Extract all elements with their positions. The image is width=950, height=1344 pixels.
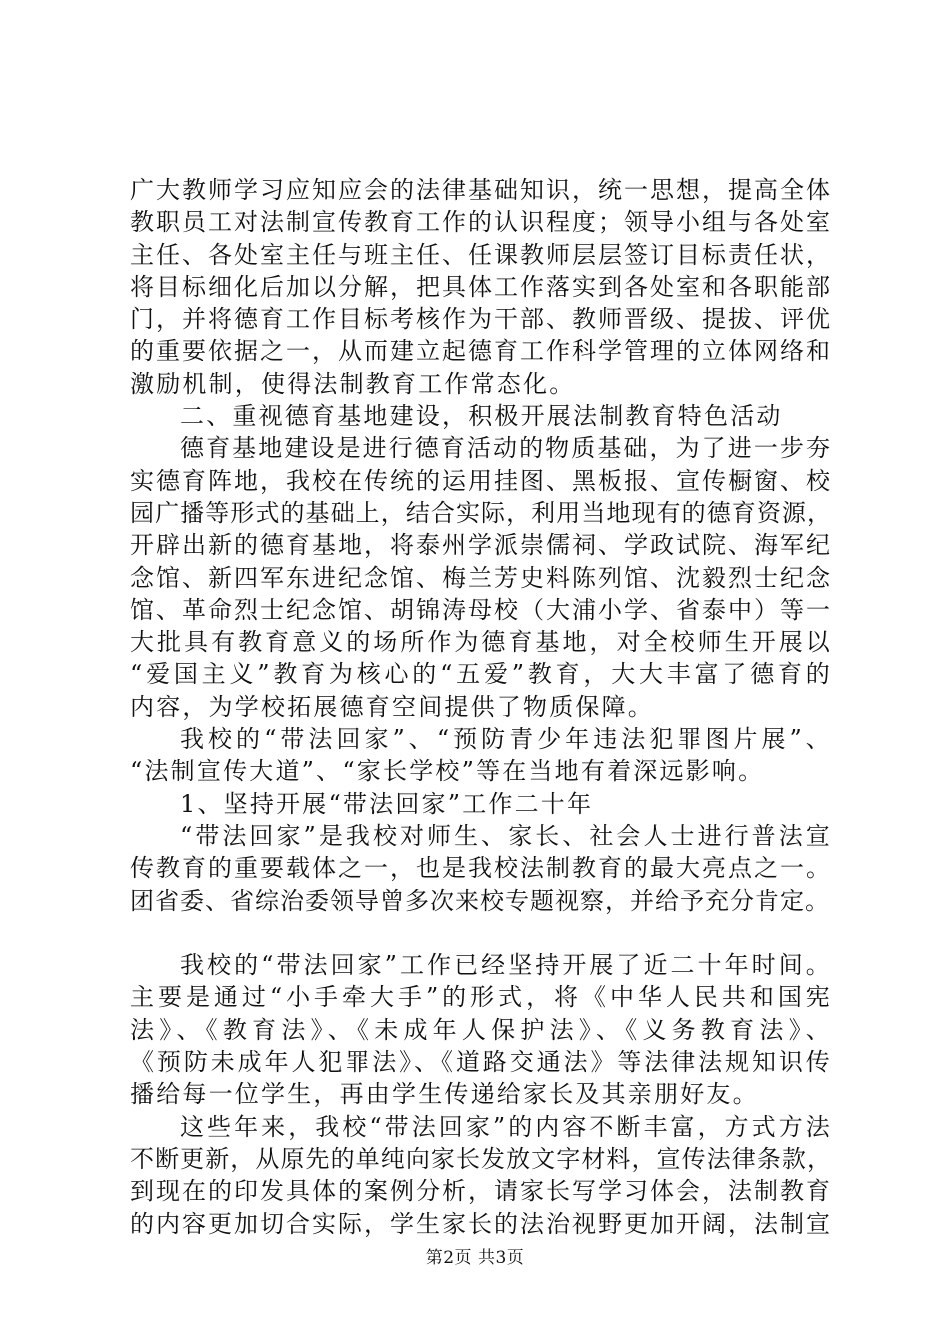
- text-line: 开辟出新的德育基地，将泰州学派崇儒祠、学政试院、海军纪: [130, 531, 832, 560]
- text-line: 我校的“带法回家”、“预防青少年违法犯罪图片展”、: [180, 725, 832, 754]
- text-line: 主任、各处室主任与班主任、任课教师层层签订目标责任状，: [130, 240, 832, 269]
- text-line: 实德育阵地，我校在传统的运用挂图、黑板报、宣传橱窗、校: [130, 466, 832, 495]
- text-line: 念馆、新四军东进纪念馆、梅兰芳史料陈列馆、沈毅烈士纪念: [130, 563, 832, 592]
- text-line: 主要是通过“小手牵大手”的形式，将《中华人民共和国宪: [130, 983, 832, 1012]
- text-line: 内容，为学校拓展德育空间提供了物质保障。: [130, 692, 654, 721]
- section-heading: 二、重视德育基地建设，积极开展法制教育特色活动: [180, 402, 783, 431]
- text-line: 广大教师学习应知应会的法律基础知识，统一思想，提高全体: [130, 176, 832, 204]
- text-line: 将目标细化后加以分解，把具体工作落实到各处室和各职能部: [130, 272, 832, 301]
- text-line: 的内容更加切合实际，学生家长的法治视野更加开阔，法制宣: [130, 1209, 832, 1238]
- text-line: 门，并将德育工作目标考核作为干部、教师晋级、提拔、评优: [130, 305, 832, 334]
- text-line: 园广播等形式的基础上，结合实际，利用当地现有的德育资源，: [130, 498, 832, 527]
- text-line: 大批具有教育意义的场所作为德育基地，对全校师生开展以: [130, 628, 832, 657]
- text-line: 这些年来，我校“带法回家”的内容不断丰富，方式方法: [180, 1112, 832, 1141]
- page-number-footer: 第2页 共3页: [425, 1248, 525, 1268]
- text-line: 的重要依据之一，从而建立起德育工作科学管理的立体网络和: [130, 337, 832, 366]
- text-line: 团省委、省综治委领导曾多次来校专题视察，并给予充分肯定。: [130, 886, 830, 915]
- text-line: 播给每一位学生，再由学生传递给家长及其亲朋好友。: [130, 1080, 759, 1109]
- text-line: 馆、革命烈士纪念馆、胡锦涛母校（大浦小学、省泰中）等一: [130, 595, 832, 624]
- text-line: “带法回家”是我校对师生、家长、社会人士进行普法宣: [180, 821, 832, 850]
- blank-line: [130, 917, 832, 949]
- text-line: 教职员工对法制宣传教育工作的认识程度；领导小组与各处室: [130, 208, 832, 237]
- text-line: 传教育的重要载体之一，也是我校法制教育的最大亮点之一。: [130, 854, 832, 883]
- text-line: “法制宣传大道”、“家长学校”等在当地有着深远影响。: [130, 757, 765, 786]
- text-line: 德育基地建设是进行德育活动的物质基础，为了进一步夯: [180, 434, 832, 463]
- text-line: 《预防未成年人犯罪法》、《道路交通法》等法律法规知识传: [130, 1048, 832, 1077]
- document-body: [130, 174, 832, 1240]
- text-line: 到现在的印发具体的案例分析，请家长写学习体会，法制教育: [130, 1177, 832, 1206]
- text-line: 法》、《教育法》、《未成年人保护法》、《义务教育法》、: [130, 1015, 832, 1044]
- subsection-heading: 1、坚持开展“带法回家”工作二十年: [180, 789, 594, 818]
- text-line: 激励机制，使得法制教育工作常态化。: [130, 369, 576, 398]
- text-line: “爱国主义”教育为核心的“五爱”教育，大大丰富了德育的: [130, 660, 832, 689]
- text-line: 我校的“带法回家”工作已经坚持开展了近二十年时间。: [180, 951, 832, 980]
- text-line: 不断更新，从原先的单纯向家长发放文字材料，宣传法律条款，: [130, 1144, 832, 1173]
